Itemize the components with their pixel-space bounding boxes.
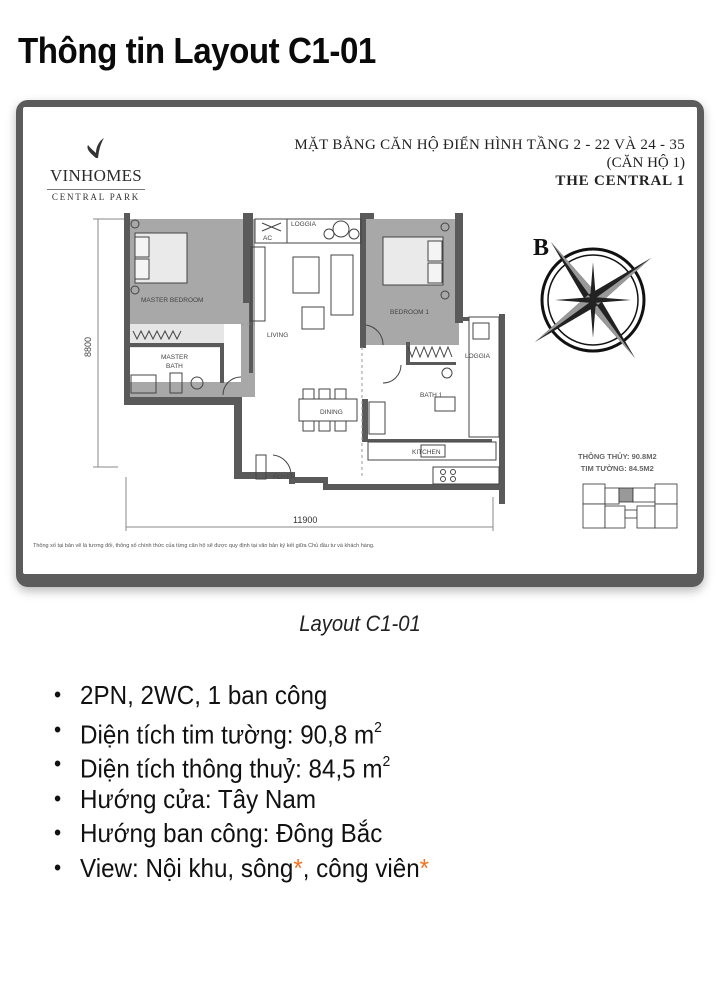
plan-building: THE CENTRAL 1 bbox=[555, 173, 685, 189]
label-kitchen: KITCHEN bbox=[412, 449, 441, 456]
label-master-bath-1: MASTER bbox=[161, 354, 189, 361]
label-loggia-top: LOGGIA bbox=[291, 221, 316, 228]
label-living: LIVING bbox=[267, 332, 289, 339]
floorplan-image-frame bbox=[16, 100, 704, 587]
key-plan-icon bbox=[583, 484, 677, 528]
compass-north-label: B bbox=[533, 235, 550, 261]
brand-name: VINHOMES bbox=[49, 166, 143, 185]
plan-unit: (CĂN HỘ 1) bbox=[606, 155, 685, 171]
bullet-icon: • bbox=[54, 751, 62, 776]
label-loggia-right: LOGGIA bbox=[465, 353, 490, 360]
spec-item-net-area: • Diện tích thông thuỷ: 84,5 $m^2$ bbox=[54, 747, 429, 782]
label-bath-1: BATH 1 bbox=[420, 392, 443, 399]
label-bedroom-1: BEDROOM 1 bbox=[390, 309, 430, 316]
label-master-bath-2: BATH bbox=[166, 363, 183, 370]
spec-item-door-direction: • Hướng cửa: Tây Nam bbox=[54, 783, 316, 814]
area-thong-thuy: THÔNG THỦY: 90.8M2 bbox=[578, 452, 657, 461]
label-master-bedroom: MASTER BEDROOM bbox=[141, 297, 204, 304]
area-tim-tuong: TIM TƯỜNG: 84.5M2 bbox=[580, 464, 654, 473]
spec-item-gross-area: • Diện tích tim tường: 90,8 $m^2$ bbox=[54, 713, 429, 748]
plan-title: MẶT BẰNG CĂN HỘ ĐIỂN HÌNH TẦNG 2 - 22 VÀ 24 - 35 bbox=[294, 137, 685, 153]
label-foyer: FOYER bbox=[273, 474, 296, 481]
bullet-icon: • bbox=[54, 716, 62, 742]
dim-width: 11900 bbox=[293, 515, 318, 525]
dim-height: 8800 bbox=[83, 336, 93, 357]
page-title: Thông tin Layout C1-01 bbox=[18, 30, 376, 71]
asterisk-icon: * bbox=[419, 852, 430, 883]
spec-item-balcony-direction: • Hướng ban công: Đông Bắc bbox=[54, 818, 383, 848]
spec-item-view: • View: Nội khu, sông*, công viên* bbox=[54, 852, 430, 883]
spec-item-rooms: • 2PN, 2WC, 1 ban công bbox=[54, 680, 328, 710]
area-info bbox=[578, 451, 657, 475]
bullet-icon: • bbox=[54, 785, 62, 811]
compass-rose-icon bbox=[535, 242, 651, 358]
brand-subtitle: CENTRAL PARK bbox=[51, 192, 141, 202]
bullet-icon: • bbox=[54, 682, 62, 707]
floorplan-image bbox=[23, 107, 697, 574]
image-caption: Layout C1-01 bbox=[299, 611, 421, 636]
label-ac: AC bbox=[263, 235, 273, 242]
bullet-icon: • bbox=[54, 820, 62, 845]
label-dining: DINING bbox=[320, 409, 343, 416]
disclaimer: Thông số tại bản vẽ là tương đối, thông số chính thức của từng căn hộ sẽ được quy định tại văn bản ký kết giữa Chủ đầu tư và khách hàng. bbox=[33, 543, 375, 549]
asterisk-icon: * bbox=[293, 852, 303, 883]
spec-list bbox=[54, 678, 457, 885]
bullet-icon: • bbox=[54, 854, 62, 880]
floorplan-drawing bbox=[23, 107, 697, 574]
